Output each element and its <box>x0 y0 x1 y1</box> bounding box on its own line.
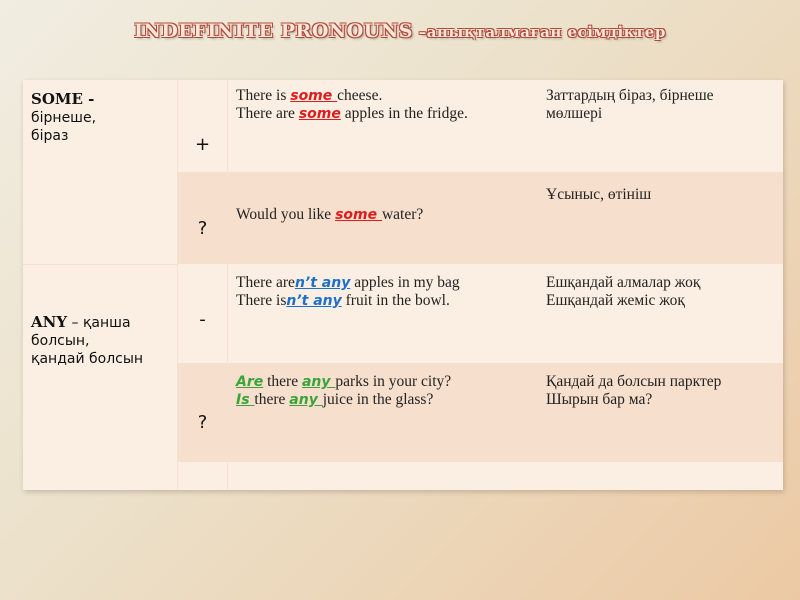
any-meaning-2: болсын, <box>31 333 90 349</box>
some-word: SOME <box>31 90 83 108</box>
any-negative-example-1 <box>236 274 530 292</box>
any-question-examples <box>228 363 538 462</box>
example-text: parks in your city? <box>335 373 452 390</box>
some-meaning-1: бірнеше, <box>31 110 97 126</box>
keyword-some: some <box>290 88 338 104</box>
example-text: There is <box>236 87 291 104</box>
minus-sign: - <box>199 309 206 330</box>
example-text: There are <box>236 105 299 122</box>
any-word: ANY <box>31 313 68 331</box>
some-question-example <box>228 172 538 264</box>
some-question-example-1 <box>236 206 530 224</box>
example-text: juice in the glass? <box>322 391 434 408</box>
keyword-any: any <box>289 392 323 408</box>
some-affirmative-translation <box>538 80 783 172</box>
example-text: There are <box>236 274 295 291</box>
some-affirmative-example-1 <box>236 87 530 105</box>
keyword-some: some <box>298 106 341 122</box>
some-affirmative-examples <box>228 80 538 172</box>
some-question-sign-cell <box>178 172 228 264</box>
some-dash: - <box>82 90 95 108</box>
some-meaning-2: біраз <box>31 128 69 144</box>
keyword-not-any: n’t any <box>286 293 342 309</box>
any-meaning-1: – қанша <box>67 315 131 331</box>
keyword-not-any: n’t any <box>294 275 351 291</box>
translation-line-2: мөлшері <box>546 105 603 122</box>
empty-cell <box>228 462 783 490</box>
any-question-translation <box>538 363 783 462</box>
any-negative-sign-cell <box>178 264 228 363</box>
any-question-example-2 <box>236 391 530 409</box>
any-meaning-3: қандай болсын <box>31 351 144 367</box>
example-text: cheese. <box>337 87 383 104</box>
empty-cell <box>178 462 228 490</box>
page-title <box>0 20 800 42</box>
example-text: there <box>254 391 290 408</box>
some-question-translation <box>538 172 783 264</box>
any-label <box>31 313 169 368</box>
keyword-some: some <box>335 207 382 223</box>
example-text: fruit in the bowl. <box>341 292 450 309</box>
pronoun-table <box>23 80 783 490</box>
any-label-cell <box>23 264 178 490</box>
translation-line-1: Ұсыныс, өтініш <box>546 186 652 203</box>
title-english: INDEFINITE PRONOUNS <box>134 20 413 42</box>
plus-sign: + <box>194 133 211 155</box>
question-sign: ? <box>197 412 208 433</box>
translation-line-2: Шырын бар ма? <box>546 391 653 408</box>
translation-line-1: Қандай да болсын парктер <box>546 373 722 390</box>
keyword-is: Is <box>236 392 255 408</box>
example-text: There is <box>236 292 287 309</box>
some-label <box>31 90 169 145</box>
question-sign: ? <box>197 217 208 239</box>
translation-line-2: Ешқандай жеміс жоқ <box>546 292 685 309</box>
example-text: Would you like <box>236 206 336 223</box>
translation-line-1: Ешқандай алмалар жоқ <box>546 274 701 291</box>
any-question-sign-cell <box>178 363 228 462</box>
any-question-example-1 <box>236 373 530 391</box>
keyword-are: Are <box>236 374 264 390</box>
any-negative-example-2 <box>236 292 530 310</box>
title-separator: – <box>412 23 427 41</box>
example-text: apples in my bag <box>350 274 460 291</box>
example-text: water? <box>381 206 424 223</box>
example-text: there <box>263 373 302 390</box>
some-affirmative-example-2 <box>236 105 530 123</box>
keyword-any: any <box>301 374 336 390</box>
some-label-cell <box>23 80 178 264</box>
any-negative-examples <box>228 264 538 363</box>
any-negative-translation <box>538 264 783 363</box>
title-kazakh: анықталмаған есімдіктер <box>426 23 666 41</box>
example-text: apples in the fridge. <box>340 105 468 122</box>
some-affirmative-sign-cell <box>178 80 228 172</box>
translation-line-1: Заттардың біраз, бірнеше <box>546 87 714 104</box>
